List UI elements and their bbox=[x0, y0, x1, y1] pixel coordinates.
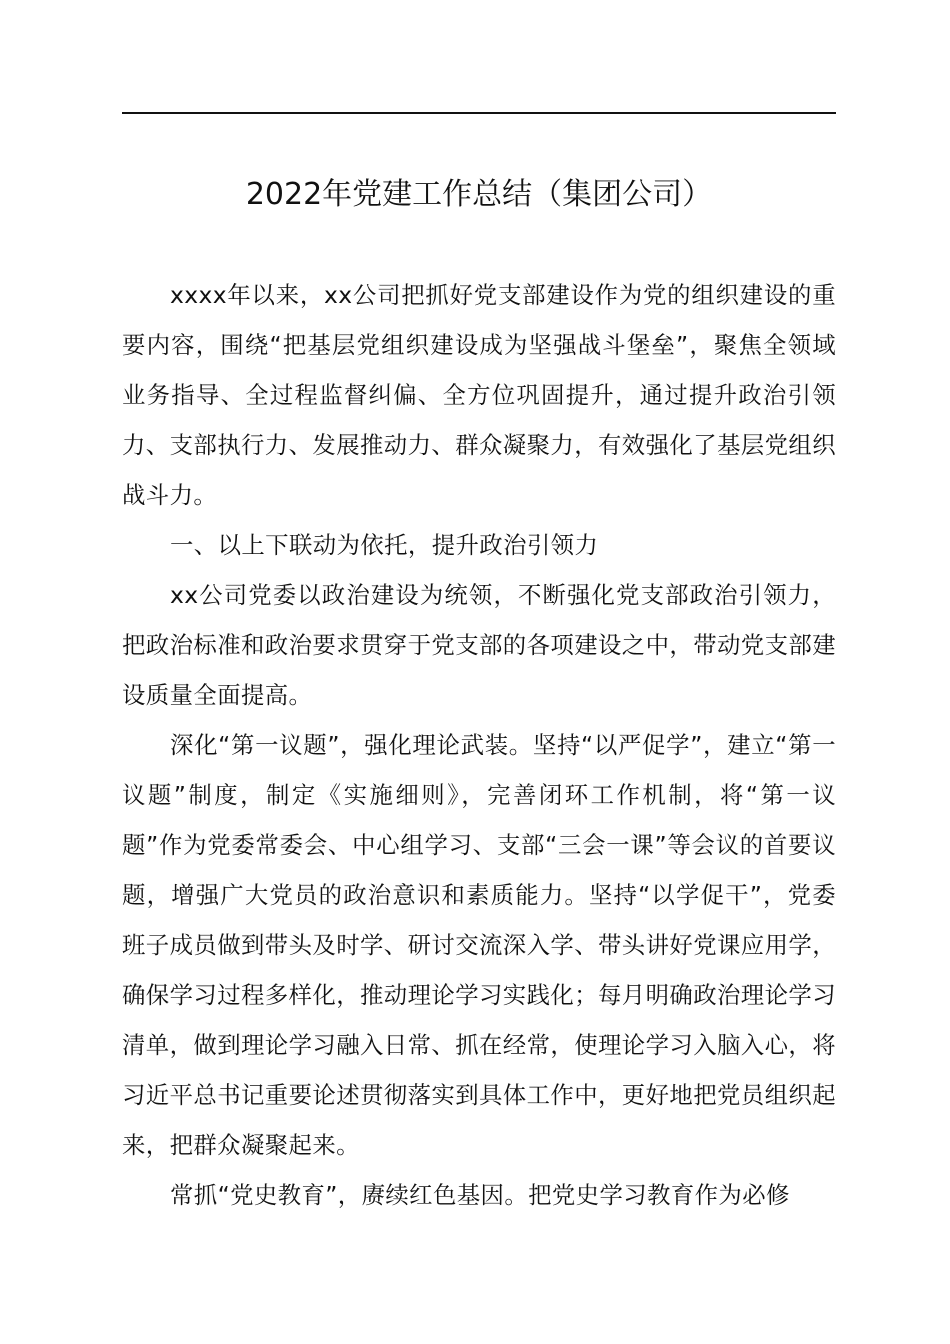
section-heading-1: 一、以上下联动为依托，提升政治引领力 bbox=[170, 531, 599, 559]
paragraph-party-history: 常抓“党史教育”，赓续红色基因。把党史学习教育作为必修 bbox=[170, 1181, 790, 1209]
paragraph-section-1: xx公司党委以政治建设为统领，不断强化党支部政治引领力，把政治标准和政治要求贯穿于党支部的各项建设之中，带动党支部建设质量全面提高。 bbox=[122, 581, 836, 709]
document-body bbox=[122, 270, 836, 1220]
document-title: 2022年党建工作总结（集团公司） bbox=[245, 177, 713, 212]
header-rule bbox=[122, 112, 836, 114]
paragraph-first-topic: 深化“第一议题”，强化理论武装。坚持“以严促学”，建立“第一议题”制度，制定《实施细则》，完善闭环工作机制，将“第一议题”作为党委常委会、中心组学习、支部“三会一课”等会议的首要议题，增强广大党员的政治意识和素质能力。坚持“以学促干”，党委班子成员做到带头及时学、研讨交流深入学、带头讲好党课应用学，确保学习过程多样化，推动理论学习实践化；每月明确政治理论学习清单，做到理论学习融入日常、抓在经常，使理论学习入脑入心，将习近平总书记重要论述贯彻落实到具体工作中，更好地把党员组织起来，把群众凝聚起来。 bbox=[122, 731, 836, 1159]
paragraph-intro: xxxx年以来，xx公司把抓好党支部建设作为党的组织建设的重要内容，围绕“把基层党组织建设成为坚强战斗堡垒”，聚焦全领域业务指导、全过程监督纠偏、全方位巩固提升，通过提升政治引领力、支部执行力、发展推动力、群众凝聚力，有效强化了基层党组织战斗力。 bbox=[122, 281, 836, 509]
